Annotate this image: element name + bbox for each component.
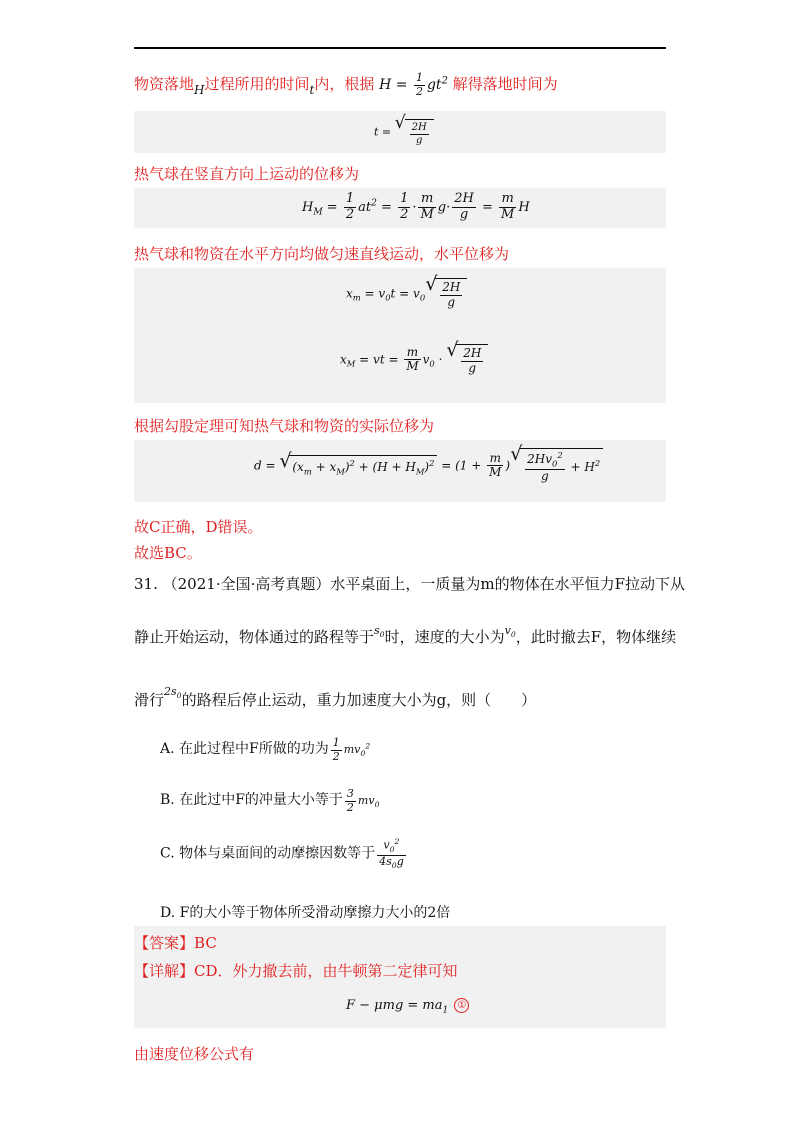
var-v0: v0 xyxy=(504,624,516,640)
question-31-stem-3 xyxy=(134,685,537,710)
answer-value: BC xyxy=(194,934,217,952)
option-expr: $\frac{1}{2}$ $mv_0^2$ xyxy=(332,736,371,763)
solution-line-2: 热气球在竖直方向上运动的位移为 xyxy=(134,165,360,183)
text-segment: 内，根据 xyxy=(314,75,375,94)
answer-line xyxy=(134,932,217,953)
var-s0: s0 xyxy=(374,624,385,640)
text-segment: 的路程后停止运动，重力加速度大小为g，则（ ） xyxy=(181,691,537,709)
choice-line: 故选BC。 xyxy=(134,544,202,562)
question-number: 31. xyxy=(134,575,158,593)
option-expr: $\frac{v_0^2}{4s_0g}$ xyxy=(379,837,404,870)
answer-box xyxy=(134,926,666,1028)
option-text: 物体与桌面间的动摩擦因数等于 xyxy=(179,845,376,862)
solution-line-4: 根据勾股定理可知热气球和物资的实际位移为 xyxy=(134,417,435,435)
text-segment: 物资落地 xyxy=(134,75,195,94)
question-31-stem-2 xyxy=(134,626,676,647)
equation-xm: $x_m = v_0t = v_0$ √ $\frac{2H}{g}$ xyxy=(346,278,467,310)
equation-box-HM xyxy=(134,188,666,228)
option-text: 在此过中F的冲量大小等于 xyxy=(179,792,343,809)
header-rule xyxy=(134,47,666,49)
detail-tag: 【详解】 xyxy=(134,962,195,980)
equation-t: t = √ $\frac{2H}{g}$ xyxy=(374,119,434,146)
text-segment: 静止开始运动，物体通过的路程等于 xyxy=(134,628,375,646)
equation-marker: ① xyxy=(454,998,469,1013)
option-d[interactable] xyxy=(160,902,450,922)
text-segment: 时，速度的大小为 xyxy=(384,628,505,646)
answer-tag: 【答案】 xyxy=(134,934,195,952)
var-H: H xyxy=(194,83,205,98)
formula-H: H = $\frac{1}{2}$ $gt^2$ xyxy=(379,71,448,98)
question-source: （2021·全国·高考真题） xyxy=(162,575,331,593)
equation-HM: $H_M$ = $\frac{1}{2}$ $at^2$ = $\frac{1}{2}$ · $\frac{m}{M}$ g· $\frac{2H}{g}$ = $\frac{m}{M}$ H xyxy=(302,191,530,222)
option-expr: $\frac{3}{2}$ $mv_0$ xyxy=(346,787,380,814)
equation-box-d xyxy=(134,440,666,502)
option-b[interactable] xyxy=(160,788,379,814)
var-2s0: 2s0 xyxy=(164,685,182,701)
option-label: C. xyxy=(160,845,175,862)
text-segment: 滑行 xyxy=(134,691,165,709)
solution-line-1 xyxy=(134,72,558,98)
option-label: D. xyxy=(160,905,176,921)
option-label: B. xyxy=(160,792,175,809)
option-a[interactable] xyxy=(160,737,370,763)
question-stem: 水平桌面上，一质量为m的物体在水平恒力F拉动下从 xyxy=(330,575,685,593)
equation-d: d = √ $(x_m + x_M)^2 + (H + H_M)^2 = (1$ + $\frac{m}{M}$ ) √ $\frac{2Hv_0^2}{g}$ + $H^2$ xyxy=(254,448,603,484)
equation-box-x xyxy=(134,268,666,403)
question-31-stem-1 xyxy=(134,573,685,594)
option-label: A. xyxy=(160,741,175,758)
detail-line xyxy=(134,960,458,981)
text-segment: 过程所用的时间 xyxy=(204,75,310,94)
equation-xM: $x_M$ = vt = $\frac{m}{M}$ $v_0$ · √ $\frac{2H}{g}$ xyxy=(340,344,488,376)
equation-newton: $F - \mu mg = ma_1$ ① xyxy=(346,998,469,1016)
text-segment: ，此时撤去F，物体继续 xyxy=(515,628,677,646)
conclusion-line: 故C正确，D错误。 xyxy=(134,518,263,536)
equation-box-t xyxy=(134,111,666,153)
option-c[interactable] xyxy=(160,838,408,871)
option-text: F的大小等于物体所受滑动摩擦力大小的2倍 xyxy=(179,905,451,921)
option-text: 在此过程中F所做的功为 xyxy=(179,741,329,758)
var-t: t xyxy=(309,83,315,98)
solution-line-3: 热气球和物资在水平方向均做匀速直线运动，水平位移为 xyxy=(134,245,510,263)
detail-text: CD．外力撤去前，由牛顿第二定律可知 xyxy=(194,962,458,980)
text-segment: 解得落地时间为 xyxy=(452,75,558,94)
velocity-displacement-line: 由速度位移公式有 xyxy=(134,1045,255,1063)
